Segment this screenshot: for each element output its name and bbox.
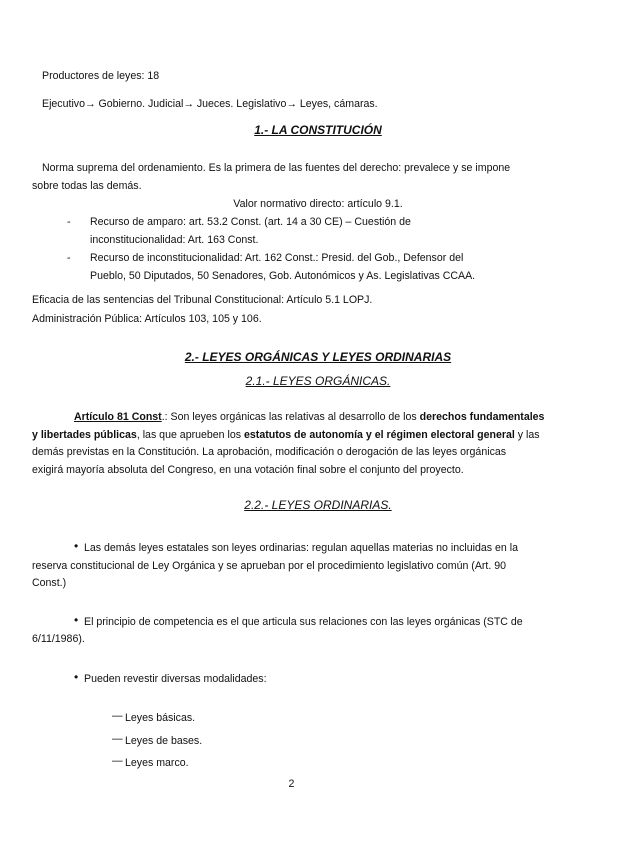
- bullet-icon: •: [74, 670, 79, 684]
- emdash-marker: —: [112, 710, 123, 722]
- productores-text: Productores de leyes: 18: [42, 70, 160, 82]
- art81-line3: demás previstas en la Constitución. La aprobación, modificación o derogación de las leyes orgánicas: [32, 446, 507, 458]
- subsection-2-1-heading: 2.1.- LEYES ORGÁNICAS.: [245, 374, 391, 388]
- emdash-marker: —: [112, 755, 123, 767]
- valor-normativo: Valor normativo directo: artículo 9.1.: [233, 198, 403, 210]
- page-number: 2: [288, 778, 295, 790]
- dash-marker: -: [67, 252, 71, 264]
- eficacia-text: Eficacia de las sentencias del Tribunal Constitucional: Artículo 5.1 LOPJ.: [32, 294, 373, 306]
- norma-line1: Norma suprema del ordenamiento. Es la primera de las fuentes del derecho: prevalece y se impone: [42, 162, 511, 174]
- section2-heading: 2.- LEYES ORGÁNICAS Y LEYES ORDINARIAS: [184, 350, 452, 364]
- modalidad-item: Leyes básicas.: [125, 712, 196, 724]
- ordinarias-line3: Const.): [32, 577, 67, 589]
- art81-line2: y libertades públicas, las que aprueben los estatutos de autonomía y el régimen electoral general y las: [32, 429, 540, 441]
- modalidad-item: Leyes de bases.: [125, 735, 203, 747]
- competencia-line1: El principio de competencia es el que articula sus relaciones con las leyes orgánicas (STC de: [84, 616, 523, 628]
- norma-line2: sobre todas las demás.: [32, 180, 142, 192]
- emdash-marker: —: [112, 733, 123, 745]
- poderes-text: Ejecutivo→ Gobierno. Judicial→ Jueces. Legislativo→ Leyes, cámaras.: [42, 98, 378, 110]
- art81-label: Artículo 81 Const: [74, 411, 162, 423]
- dash-marker: -: [67, 216, 71, 228]
- art81-line1: Artículo 81 Const.: Son leyes orgánicas las relativas al desarrollo de los derechos fundamentales: [74, 411, 545, 423]
- recurso-inconst-line2: Pueblo, 50 Diputados, 50 Senadores, Gob. Autonómicos y As. Legislativas CCAA.: [90, 270, 476, 282]
- modalidad-item: Leyes marco.: [125, 757, 189, 769]
- modalidades-intro: Pueden revestir diversas modalidades:: [84, 673, 267, 685]
- ordinarias-line1: Las demás leyes estatales son leyes ordinarias: regulan aquellas materias no incluidas en la: [84, 542, 519, 554]
- ordinarias-line2: reserva constitucional de Ley Orgánica y se aprueban por el procedimiento legislativo común (Art. 90: [32, 560, 507, 572]
- administracion-text: Administración Pública: Artículos 103, 105 y 106.: [32, 313, 262, 325]
- recurso-amparo-line2: inconstitucionalidad: Art. 163 Const.: [90, 234, 259, 246]
- competencia-line2: 6/11/1986).: [32, 633, 85, 645]
- section1-heading: 1.- LA CONSTITUCIÓN: [254, 123, 382, 137]
- recurso-inconst-line1: Recurso de inconstitucionalidad: Art. 162 Const.: Presid. del Gob., Defensor del: [90, 252, 464, 264]
- art81-line4: exigirá mayoría absoluta del Congreso, en una votación final sobre el conjunto del proyecto.: [32, 464, 464, 476]
- recurso-amparo-line1: Recurso de amparo: art. 53.2 Const. (art. 14 a 30 CE) – Cuestión de: [90, 216, 411, 228]
- bullet-icon: •: [74, 539, 79, 553]
- subsection-2-2-heading: 2.2.- LEYES ORDINARIAS.: [244, 498, 392, 512]
- bullet-icon: •: [74, 613, 79, 627]
